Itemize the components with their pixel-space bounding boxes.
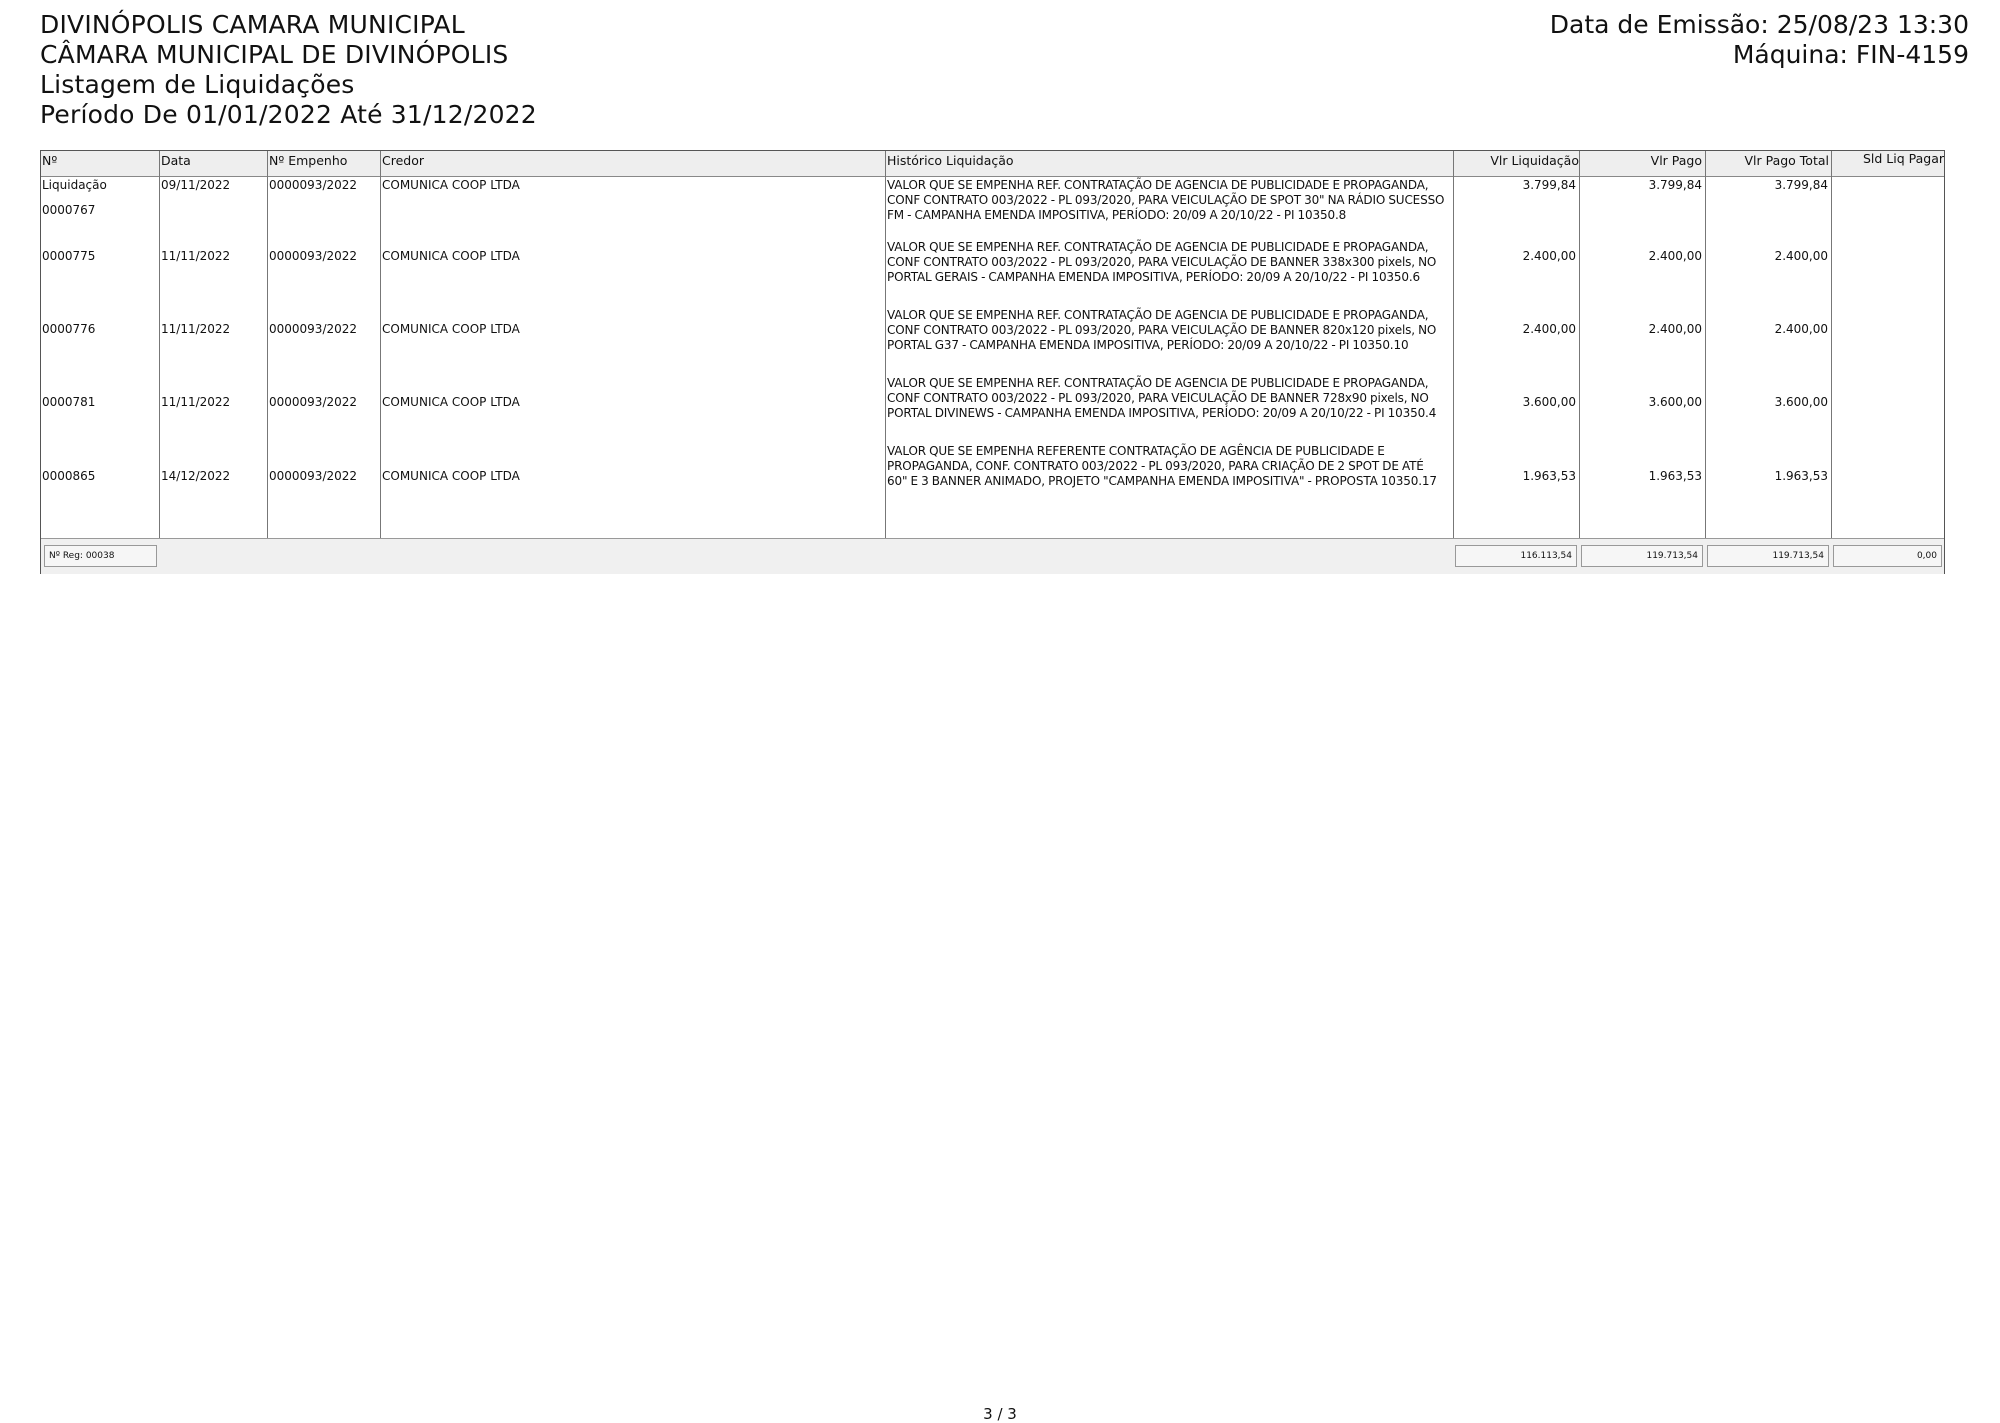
header-vlr-pago-total: Vlr Pago Total	[1744, 153, 1829, 168]
col-divider	[159, 151, 160, 538]
row-vlr-liquidacao: 1.963,53	[1522, 469, 1576, 483]
col-divider	[1453, 151, 1454, 538]
row-vlr-pago-total: 3.600,00	[1774, 395, 1828, 409]
row-empenho: 0000093/2022	[269, 469, 358, 483]
col-divider	[1579, 151, 1580, 538]
row-history: VALOR QUE SE EMPENHA REF. CONTRATAÇÃO DE AGENCIA DE PUBLICIDADE E PROPAGANDA, CONF CONTRATO 003/2022 - PL 093/2020, PARA VEICULAÇÃO DE SPOT 30" NA RÁDIO SUCESSO FM - CAMPANHA EMENDA IMPOSITIVA, PERÍODO: 20/09 A 20/10/22 - PI 10350.8	[887, 178, 1445, 222]
row-num: 0000781	[42, 395, 96, 409]
row-empenho: 0000093/2022	[269, 249, 358, 263]
org-full-name: CÂMARA MUNICIPAL DE DIVINÓPOLIS	[40, 40, 509, 69]
org-name: DIVINÓPOLIS CAMARA MUNICIPAL	[40, 10, 465, 39]
header-sld-liq-pagar: Sld Liq Pagar	[1862, 151, 1944, 166]
row-date: 11/11/2022	[161, 249, 231, 263]
row-vlr-pago-total: 1.963,53	[1774, 469, 1828, 483]
liquidations-table	[40, 150, 1945, 574]
row-empenho: 0000093/2022	[269, 178, 358, 192]
col-divider	[1705, 151, 1706, 538]
row-num: 0000767	[42, 203, 96, 217]
row-history: VALOR QUE SE EMPENHA REF. CONTRATAÇÃO DE AGENCIA DE PUBLICIDADE E PROPAGANDA, CONF CONTRATO 003/2022 - PL 093/2020, PARA VEICULAÇÃO DE BANNER 338x300 pixels, NO PORTAL GERAIS - CAMPANHA EMENDA IMPOSITIVA, PERÍODO: 20/09 A 20/10/22 - PI 10350.6	[887, 240, 1437, 284]
row-date: 11/11/2022	[161, 395, 231, 409]
row-creditor: COMUNICA COOP LTDA	[382, 249, 520, 263]
total-vlr-liquidacao: 116.113,54	[1455, 545, 1577, 567]
row-vlr-liquidacao: 2.400,00	[1522, 322, 1576, 336]
row-num: 0000776	[42, 322, 96, 336]
header-vlr-pago: Vlr Pago	[1650, 153, 1702, 168]
header-vlr-liquidacao: Vlr Liquidação	[1490, 153, 1579, 168]
header-creditor: Credor	[382, 153, 425, 168]
header-history: Histórico Liquidação	[887, 153, 1014, 168]
record-count: Nº Reg: 00038	[44, 545, 157, 567]
row-vlr-liquidacao: 2.400,00	[1522, 249, 1576, 263]
row-num: 0000775	[42, 249, 96, 263]
row-vlr-pago-total: 2.400,00	[1774, 322, 1828, 336]
report-meta	[1550, 10, 1969, 70]
row-date: 09/11/2022	[161, 178, 231, 192]
total-vlr-pago: 119.713,54	[1581, 545, 1703, 567]
row-num: 0000865	[42, 469, 96, 483]
report-period: Período De 01/01/2022 Até 31/12/2022	[40, 100, 537, 129]
row-history: VALOR QUE SE EMPENHA REF. CONTRATAÇÃO DE AGENCIA DE PUBLICIDADE E PROPAGANDA, CONF CONTRATO 003/2022 - PL 093/2020, PARA VEICULAÇÃO DE BANNER 728x90 pixels, NO PORTAL DIVINEWS - CAMPANHA EMENDA IMPOSITIVA, PERÍODO: 20/09 A 20/10/22 - PI 10350.4	[887, 376, 1437, 420]
report-title: Listagem de Liquidações	[40, 70, 355, 99]
header-date: Data	[161, 153, 191, 168]
col-divider	[380, 151, 381, 538]
row-vlr-pago: 2.400,00	[1648, 322, 1702, 336]
row-vlr-pago: 3.600,00	[1648, 395, 1702, 409]
col-divider	[885, 151, 886, 538]
row-vlr-pago: 3.799,84	[1648, 178, 1702, 192]
emission-date: Data de Emissão: 25/08/23 13:30	[1549, 10, 1969, 39]
row-vlr-pago: 2.400,00	[1648, 249, 1702, 263]
report-header	[40, 10, 537, 130]
header-num: Nº	[42, 153, 58, 168]
totals-row	[41, 538, 1944, 574]
row-vlr-liquidacao: 3.799,84	[1522, 178, 1576, 192]
row-vlr-liquidacao: 3.600,00	[1522, 395, 1576, 409]
row-history: VALOR QUE SE EMPENHA REFERENTE CONTRATAÇÃO DE AGÊNCIA DE PUBLICIDADE E PROPAGANDA, CONF. CONTRATO 003/2022 - PL 093/2020, PARA CRIAÇÃO DE 2 SPOT DE ATÉ 60" E 3 BANNER ANIMADO, PROJETO "CAMPANHA EMENDA IMPOSITIVA" - PROPOSTA 10350.17	[887, 444, 1437, 488]
row-vlr-pago-total: 2.400,00	[1774, 249, 1828, 263]
row-creditor: COMUNICA COOP LTDA	[382, 178, 520, 192]
machine-id: Máquina: FIN-4159	[1732, 40, 1969, 69]
row-creditor: COMUNICA COOP LTDA	[382, 469, 520, 483]
row-date: 14/12/2022	[161, 469, 231, 483]
total-sld-liq-pagar: 0,00	[1833, 545, 1942, 567]
col-divider	[267, 151, 268, 538]
row-history: VALOR QUE SE EMPENHA REF. CONTRATAÇÃO DE AGENCIA DE PUBLICIDADE E PROPAGANDA, CONF CONTRATO 003/2022 - PL 093/2020, PARA VEICULAÇÃO DE BANNER 820x120 pixels, NO PORTAL G37 - CAMPANHA EMENDA IMPOSITIVA, PERÍODO: 20/09 A 20/10/22 - PI 10350.10	[887, 308, 1437, 352]
header-empenho: Nº Empenho	[269, 153, 348, 168]
row-vlr-pago: 1.963,53	[1648, 469, 1702, 483]
row-creditor: COMUNICA COOP LTDA	[382, 322, 520, 336]
row-creditor: COMUNICA COOP LTDA	[382, 395, 520, 409]
row-empenho: 0000093/2022	[269, 322, 358, 336]
row-empenho: 0000093/2022	[269, 395, 358, 409]
page-number: 3 / 3	[983, 1405, 1017, 1423]
row-date: 11/11/2022	[161, 322, 231, 336]
total-vlr-pago-total: 119.713,54	[1707, 545, 1829, 567]
row-vlr-pago-total: 3.799,84	[1774, 178, 1828, 192]
row-type-label: Liquidação	[42, 178, 107, 192]
col-divider	[1831, 151, 1832, 538]
